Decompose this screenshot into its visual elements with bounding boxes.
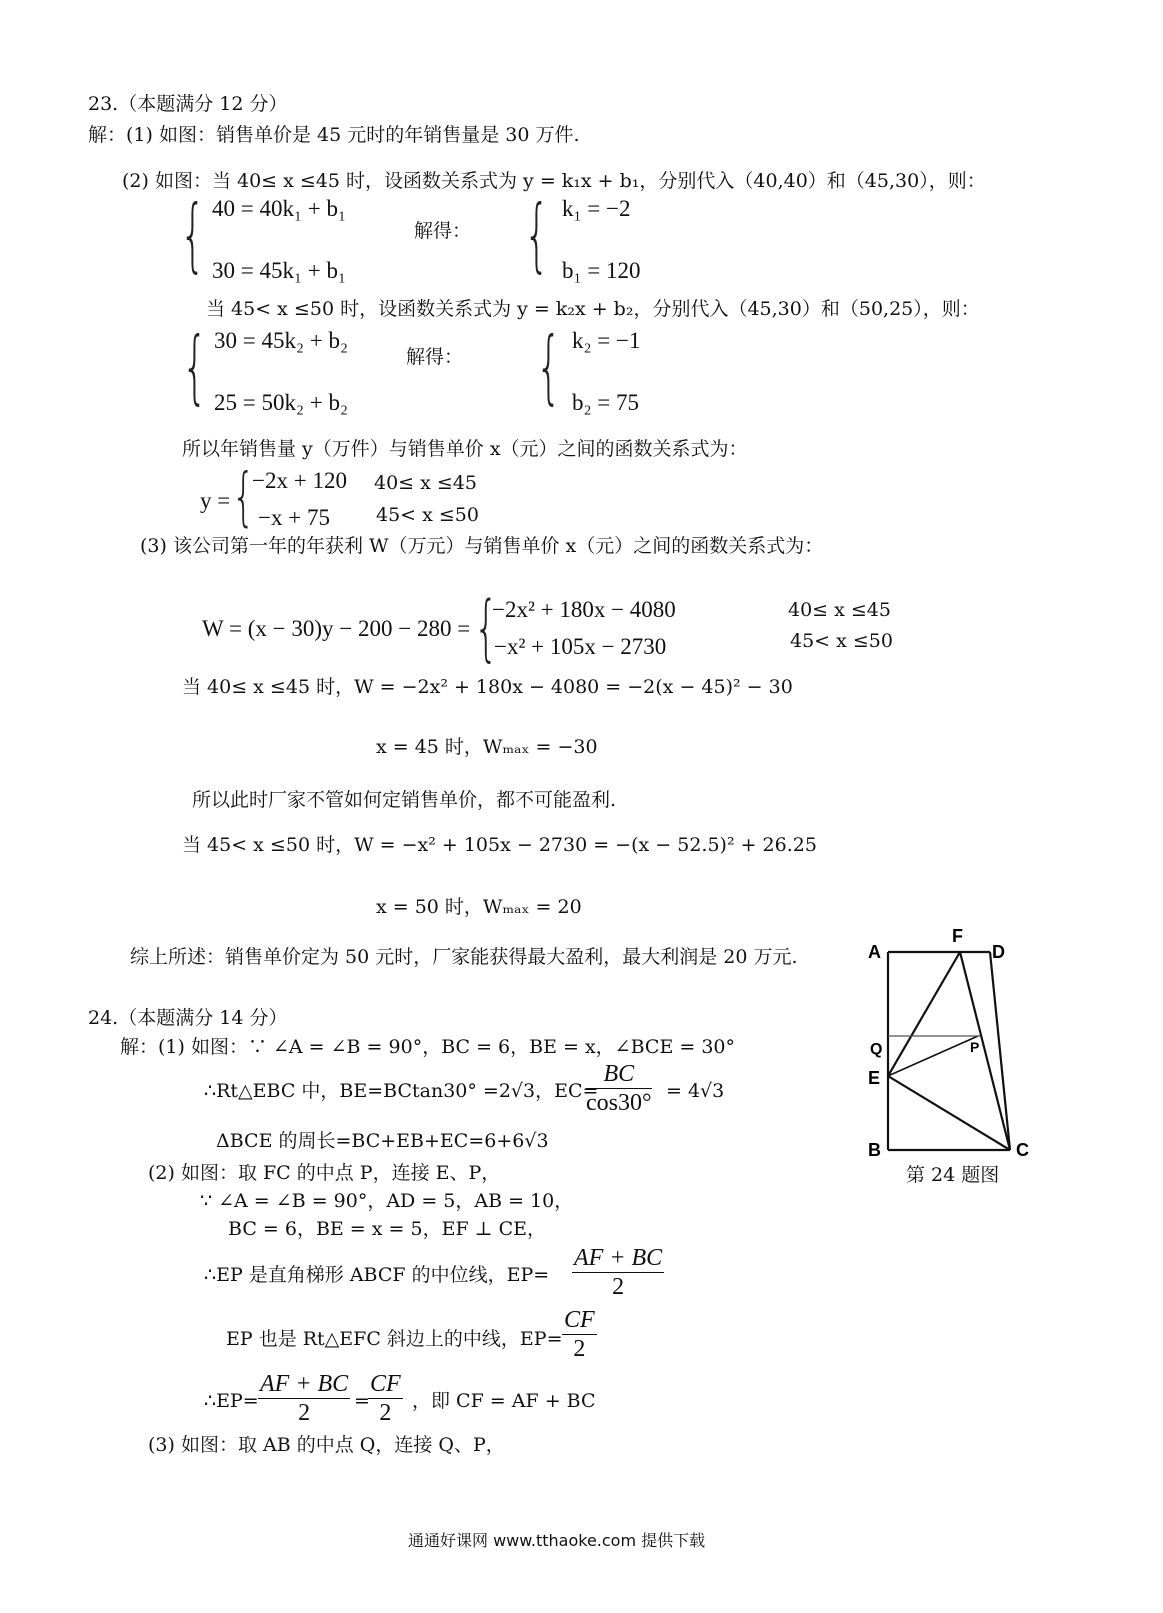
- piece-cond: 45< x ≤50: [790, 630, 893, 652]
- piecewise-lhs: y =: [200, 488, 231, 513]
- left-brace: {: [474, 586, 499, 670]
- q23-part3-intro: (3) 该公司第一年的年获利 W（万元）与销售单价 x（元）之间的函数关系式为：: [140, 535, 824, 557]
- segment-FC: [960, 952, 1010, 1150]
- q23-part1: 解：(1) 如图：销售单价是 45 元时的年销售量是 30 万件.: [88, 124, 580, 146]
- q24-header: 24.（本题满分 14 分）: [88, 1007, 288, 1029]
- q24-part2-line6: ∴EP=: [204, 1390, 259, 1412]
- q23-case1-note: 所以此时厂家不管如何定销售单价，都不可能盈利.: [192, 789, 617, 811]
- q23-part2-intro2: 当 45< x ≤50 时，设函数关系式为 y = k₂x + b₂，分别代入（45,30）和（50,25），则：: [206, 298, 980, 320]
- denominator: 2: [379, 1400, 392, 1426]
- left-brace: {: [524, 190, 550, 282]
- denominator: 2: [612, 1274, 625, 1300]
- equation: 25 = 50k₂ + b₂: [214, 390, 348, 415]
- q23-part2-intro: (2) 如图：当 40≤ x ≤45 时，设函数关系式为 y = k₁x + b₁，分别代入（40,40）和（45,30），则：: [122, 170, 986, 192]
- left-brace: {: [536, 322, 562, 414]
- q24-part1-line2: ∴Rt△EBC 中，BE=BCtan30° =2√3，EC=: [204, 1080, 599, 1102]
- q24-part2-line3: BC = 6，BE = x = 5，EF ⊥ CE，: [228, 1218, 546, 1240]
- fraction: [258, 1370, 350, 1427]
- q23-summary: 综上所述：销售单价定为 50 元时，厂家能获得最大盈利，最大利润是 20 万元.: [130, 946, 798, 968]
- q23-case2-max: x = 50 时，Wₘₐₓ = 20: [376, 896, 582, 918]
- q24-part2-line2: ∵ ∠A = ∠B = 90°，AD = 5，AB = 10，: [200, 1190, 574, 1212]
- denominator: cos30°: [586, 1090, 652, 1116]
- footer-text: 通通好课网 www.tthaoke.com 提供下载: [408, 1531, 706, 1550]
- left-brace: {: [232, 462, 255, 534]
- geometry-figure: [862, 924, 1042, 1186]
- q24-part1: 解：(1) 如图：∵ ∠A = ∠B = 90°，BC = 6，BE = x，∠BCE = 30°: [120, 1036, 735, 1058]
- numerator: AF + BC: [260, 1371, 349, 1397]
- fraction: [572, 1244, 664, 1301]
- q24-part2-line4: ∴EP 是直角梯形 ABCF 的中位线，EP=: [204, 1264, 550, 1286]
- q24-part1-line2-result: = 4√3: [666, 1080, 725, 1102]
- label-F: F: [952, 926, 963, 946]
- piece-expr: −x + 75: [258, 505, 330, 530]
- label-A: A: [868, 942, 881, 962]
- fraction: [368, 1370, 403, 1427]
- segment-FE: [888, 952, 960, 1076]
- equals-sign: =: [354, 1390, 370, 1412]
- numerator: AF + BC: [574, 1245, 663, 1271]
- fraction: [562, 1306, 597, 1363]
- solution: b₂ = 75: [572, 390, 639, 415]
- equation: 30 = 45k₂ + b₂: [214, 328, 348, 353]
- solution: k₁ = −2: [562, 196, 631, 221]
- q23-case2: 当 45< x ≤50 时，W = −x² + 105x − 2730 = −(x − 52.5)² + 26.25: [182, 834, 817, 856]
- edge-DC: [990, 952, 1010, 1150]
- piece-expr: −x² + 105x − 2730: [494, 634, 667, 659]
- solve-label: 解得：: [414, 220, 472, 242]
- solution: k₂ = −1: [572, 328, 641, 353]
- numerator: CF: [564, 1307, 595, 1333]
- left-brace: {: [180, 190, 206, 282]
- label-P: P: [970, 1039, 980, 1055]
- segment-EP: [888, 1036, 978, 1076]
- q24-part3-line1: (3) 如图：取 AB 的中点 Q，连接 Q、P，: [148, 1434, 505, 1456]
- q24-part2-line6-result: ，即 CF = AF + BC: [412, 1390, 596, 1412]
- segment-EC: [888, 1076, 1010, 1150]
- piece-cond: 45< x ≤50: [376, 504, 479, 526]
- piece-cond: 40≤ x ≤45: [374, 472, 477, 494]
- figure-caption: 第 24 题图: [906, 1164, 1000, 1186]
- piece-cond: 40≤ x ≤45: [788, 599, 891, 621]
- q24-part1-line3: ΔBCE 的周长=BC+EB+EC=6+6√3: [216, 1130, 549, 1152]
- left-brace: {: [182, 322, 208, 414]
- solve-label: 解得：: [406, 346, 464, 368]
- q24-part2-line1: (2) 如图：取 FC 的中点 P，连接 E、P，: [148, 1162, 501, 1184]
- equation: 30 = 45k₁ + b₁: [212, 258, 346, 283]
- q23-case1: 当 40≤ x ≤45 时，W = −2x² + 180x − 4080 = −2(x − 45)² − 30: [182, 676, 793, 698]
- piece-expr: −2x + 120: [252, 468, 347, 493]
- q24-part2-line5: EP 也是 Rt△EFC 斜边上的中线，EP=: [226, 1328, 563, 1350]
- piecewise-lhs: W = (x − 30)y − 200 − 280 =: [202, 616, 471, 641]
- label-D: D: [992, 942, 1005, 962]
- label-Q: Q: [870, 1041, 883, 1058]
- label-E: E: [868, 1068, 881, 1088]
- q23-header: 23.（本题满分 12 分）: [88, 93, 288, 115]
- fraction: [586, 1060, 652, 1117]
- numerator: BC: [603, 1061, 635, 1087]
- denominator: 2: [298, 1400, 311, 1426]
- q23-part2-conclusion: 所以年销售量 y（万件）与销售单价 x（元）之间的函数关系式为：: [182, 438, 748, 460]
- piece-expr: −2x² + 180x − 4080: [492, 597, 676, 622]
- equation: 40 = 40k₁ + b₁: [212, 196, 346, 221]
- denominator: 2: [573, 1336, 586, 1362]
- label-B: B: [868, 1140, 881, 1160]
- label-C: C: [1016, 1140, 1029, 1160]
- q23-case1-max: x = 45 时，Wₘₐₓ = −30: [376, 736, 598, 758]
- numerator: CF: [370, 1371, 401, 1397]
- solution: b₁ = 120: [562, 258, 641, 283]
